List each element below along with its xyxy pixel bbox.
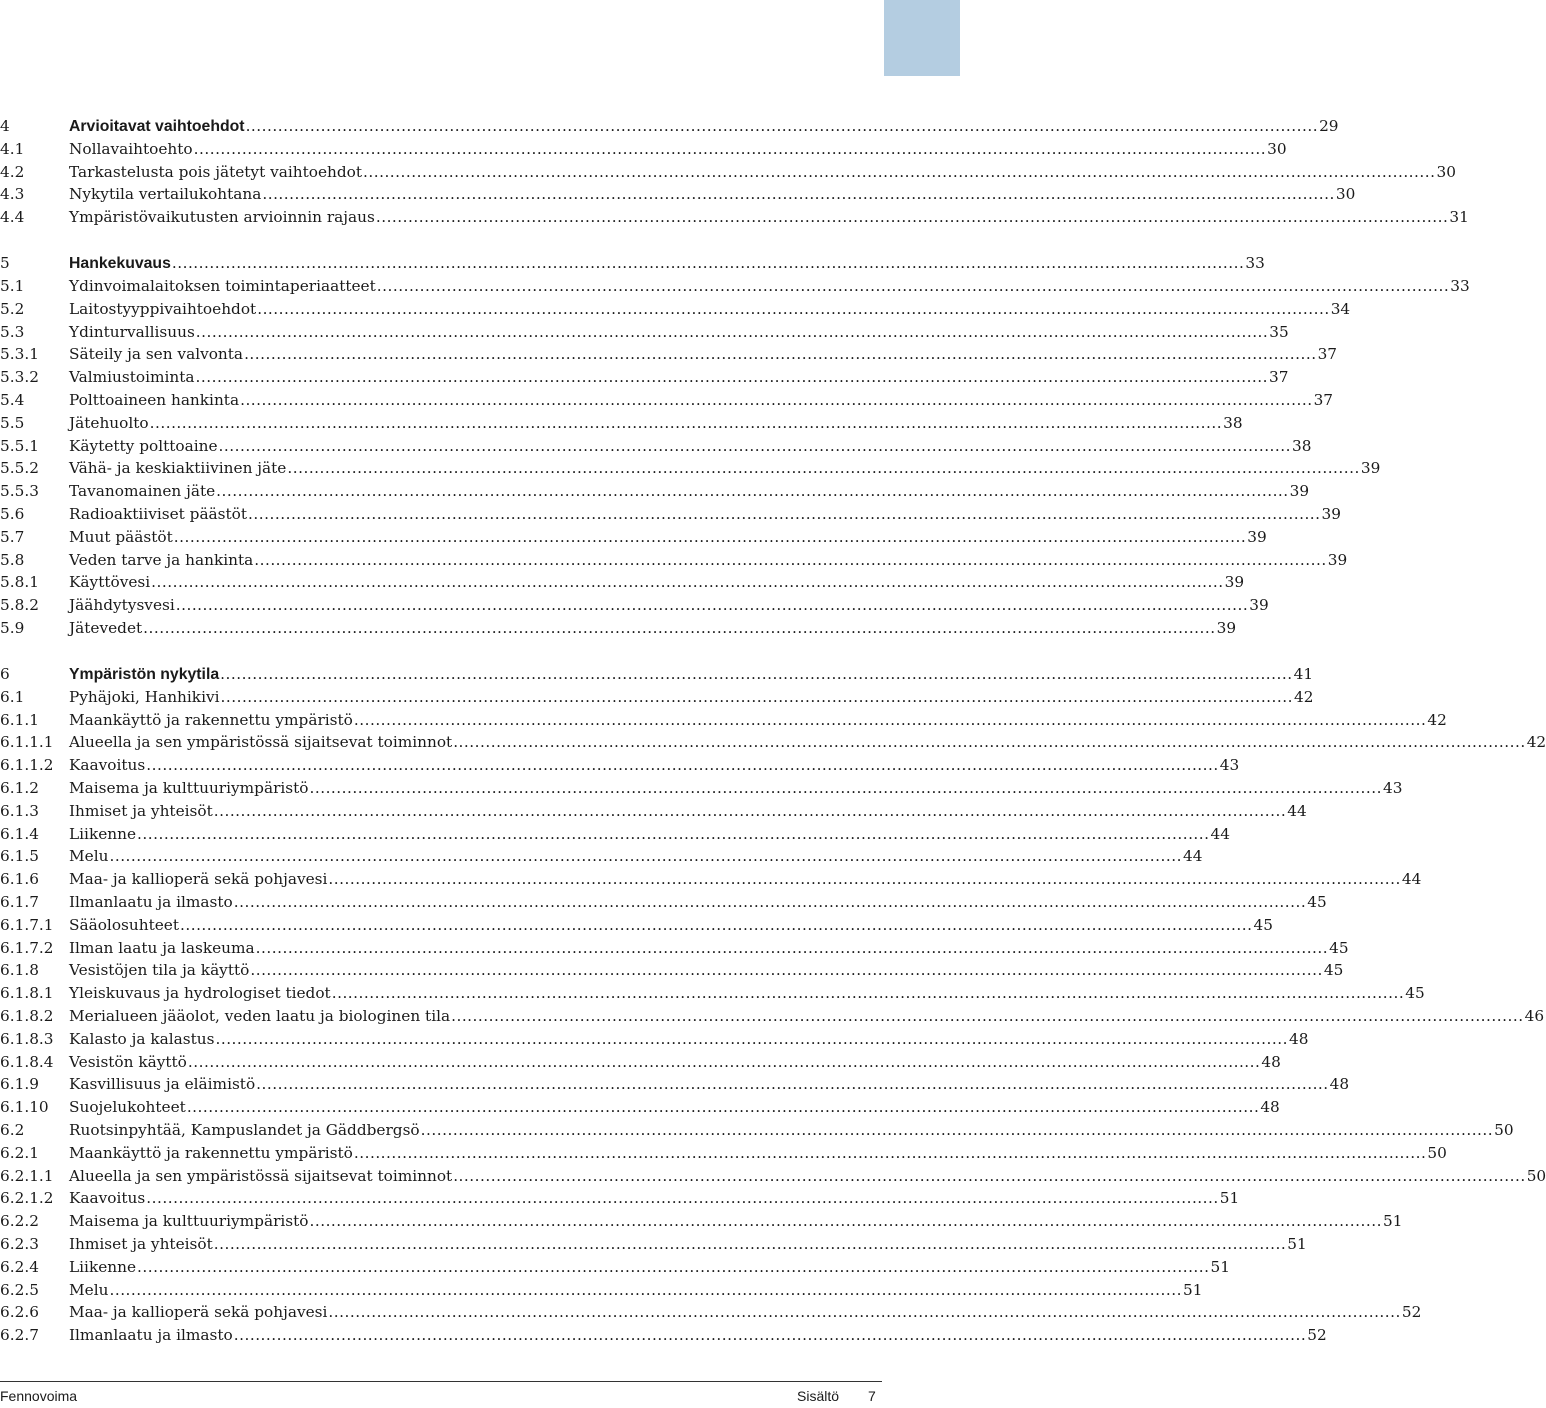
- toc-entry-page: 45: [1329, 938, 1349, 957]
- toc-entry-page: 29: [1319, 117, 1339, 135]
- toc-entry-title: Laitostyyppivaihtoehdot: [69, 299, 257, 318]
- toc-dot-leader: ........................................................................................................................................................................................................: [255, 938, 1329, 957]
- toc-entry-page: 38: [1223, 413, 1243, 432]
- toc-entry-page: 48: [1261, 1052, 1281, 1071]
- toc-entry-title: Ihmiset ja yhteisöt: [69, 801, 213, 820]
- toc-entry[interactable]: [0, 709, 1447, 732]
- toc-entry-number: 5: [0, 254, 10, 273]
- toc-entry-title: Polttoaineen hankinta: [69, 391, 240, 409]
- toc-dot-leader: ........................................................................................................................................................................................................: [453, 733, 1526, 752]
- toc-dot-leader: ........................................................................................................................................................................................................: [146, 1189, 1219, 1208]
- toc-entry-title: Muut päästöt: [69, 527, 173, 546]
- toc-entry-title: Ihmiset ja yhteisöt: [69, 1235, 213, 1253]
- toc-entry[interactable]: [0, 754, 1240, 777]
- toc-entry[interactable]: [0, 503, 1342, 526]
- toc-dot-leader: ........................................................................................................................................................................................................: [137, 824, 1210, 843]
- toc-entry-page: 51: [1382, 1212, 1403, 1231]
- toc-dot-leader: ........................................................................................................................................................................................................: [216, 482, 1289, 501]
- toc-entry-title: Liikenne: [69, 824, 137, 843]
- toc-entry-title: Kaavoitus: [69, 756, 146, 775]
- toc-entry-title: Veden tarve ja hankinta: [69, 550, 254, 569]
- toc-entry-title: Jäähdytysvesi: [69, 596, 175, 615]
- toc-entry[interactable]: [0, 480, 1310, 503]
- toc-dot-leader: ........................................................................................................................................................................................................: [187, 1052, 1261, 1071]
- toc-entry[interactable]: [0, 1051, 1281, 1074]
- toc-entry-number: 6.1.6: [0, 870, 39, 889]
- toc-entry-number: 6.2.6: [0, 1303, 39, 1322]
- toc-entry[interactable]: [0, 1233, 1307, 1256]
- toc-dot-leader: ........................................................................................................................................................................................................: [137, 1257, 1210, 1276]
- toc-entry-page: 44: [1287, 801, 1307, 820]
- toc-dot-leader: ........................................................................................................................................................................................................: [363, 162, 1436, 181]
- toc-dot-leader: ........................................................................................................................................................................................................: [245, 117, 1319, 135]
- toc-entry-number: 4.2: [0, 162, 25, 181]
- toc-entry-page: 45: [1307, 893, 1327, 911]
- toc-entry-title: Käytetty polttoaine: [69, 436, 218, 455]
- toc-dot-leader: ........................................................................................................................................................................................................: [331, 984, 1405, 1003]
- toc-entry-title: Vesistön käyttö: [69, 1052, 187, 1071]
- toc-entry[interactable]: [0, 914, 1273, 937]
- toc-entry-title: Alueella ja sen ympäristössä sijaitsevat toiminnot: [69, 733, 453, 752]
- toc-dot-leader: ........................................................................................................................................................................................................: [149, 413, 1223, 432]
- toc-entry-page: 51: [1210, 1257, 1230, 1276]
- toc-entry[interactable]: [0, 686, 1314, 709]
- toc-entry-title: Maisema ja kulttuuriympäristö: [69, 779, 309, 797]
- toc-entry-page: 37: [1317, 345, 1338, 364]
- toc-entry[interactable]: [0, 321, 1289, 344]
- toc-dot-leader: ........................................................................................................................................................................................................: [179, 915, 1253, 934]
- toc-dot-leader: ........................................................................................................................................................................................................: [309, 1212, 1382, 1231]
- toc-entry-number: 5.8.2: [0, 596, 39, 615]
- toc-dot-leader: ........................................................................................................................................................................................................: [453, 1166, 1526, 1185]
- toc-entry-title: Merialueen jääolot, veden laatu ja biologinen tila: [69, 1007, 451, 1025]
- toc-entry-page: 50: [1427, 1143, 1447, 1162]
- toc-entry-page: 34: [1330, 299, 1351, 318]
- toc-entry-number: 5.4: [0, 391, 25, 409]
- toc-entry[interactable]: [0, 161, 1456, 184]
- toc-entry-title: Tavanomainen jäte: [69, 482, 216, 501]
- toc-dot-leader: ........................................................................................................................................................................................................: [244, 345, 1317, 364]
- toc-entry[interactable]: [0, 617, 1237, 640]
- toc-entry-number: 6.1.9: [0, 1075, 39, 1094]
- toc-entry[interactable]: [0, 275, 1470, 298]
- toc-entry[interactable]: [0, 138, 1287, 161]
- toc-entry-number: 5.2: [0, 299, 25, 318]
- toc-entry-number: 6.1.3: [0, 801, 39, 820]
- toc-entry-title: Ilmanlaatu ja ilmasto: [69, 1326, 233, 1345]
- toc-dot-leader: ........................................................................................................................................................................................................: [256, 1075, 1329, 1094]
- toc-entry-page: 50: [1494, 1121, 1514, 1139]
- toc-entry-title: Hankekuvaus: [69, 255, 171, 273]
- toc-entry-number: 5.6: [0, 505, 25, 523]
- toc-entry[interactable]: [0, 252, 1265, 275]
- toc-entry-title: Kaavoitus: [69, 1189, 146, 1208]
- toc-entry-title: Maankäyttö ja rakennettu ympäristö: [69, 1143, 353, 1162]
- toc-entry-page: 35: [1269, 322, 1289, 341]
- toc-entry-number: 6.2: [0, 1121, 25, 1139]
- toc-entry-page: 43: [1219, 756, 1240, 775]
- toc-entry-number: 5.5.1: [0, 436, 39, 455]
- toc-dot-leader: ........................................................................................................................................................................................................: [215, 1029, 1288, 1048]
- toc-entry-number: 6.1.1: [0, 710, 39, 729]
- toc-entry-number: 6.2.5: [0, 1280, 39, 1299]
- toc-dot-leader: ........................................................................................................................................................................................................: [375, 208, 1449, 227]
- toc-entry-page: 42: [1427, 710, 1447, 729]
- toc-dot-leader: ........................................................................................................................................................................................................: [328, 870, 1401, 889]
- toc-entry[interactable]: [0, 183, 1356, 206]
- toc-dot-leader: ........................................................................................................................................................................................................: [186, 1098, 1260, 1117]
- toc-entry-title: Ydinvoimalaitoksen toimintaperiaatteet: [69, 277, 376, 295]
- toc-entry-title: Alueella ja sen ympäristössä sijaitsevat toiminnot: [69, 1166, 453, 1185]
- toc-entry-title: Nollavaihtoehto: [69, 139, 193, 158]
- toc-entry-title: Säteily ja sen valvonta: [69, 345, 244, 364]
- toc-dot-leader: ........................................................................................................................................................................................................: [254, 550, 1327, 569]
- toc-entry-page: 52: [1401, 1303, 1422, 1322]
- toc-entry-title: Melu: [69, 1280, 109, 1299]
- toc-entry-title: Sääolosuhteet: [69, 915, 179, 934]
- toc-entry-number: 5.1: [0, 277, 25, 295]
- toc-entry[interactable]: [0, 1187, 1240, 1210]
- toc-entry-page: 39: [1327, 550, 1348, 569]
- toc-entry-title: Kasvillisuus ja eläimistö: [69, 1075, 256, 1094]
- toc-entry-page: 39: [1321, 505, 1342, 523]
- toc-entry-title: Jätevedet: [69, 619, 143, 637]
- toc-dot-leader: ........................................................................................................................................................................................................: [146, 756, 1219, 775]
- toc-entry-title: Maa- ja kallioperä sekä pohjavesi: [69, 870, 328, 889]
- toc-entry-number: 6.1.4: [0, 824, 39, 843]
- toc-entry[interactable]: [0, 823, 1230, 846]
- corner-tab: [884, 0, 960, 76]
- toc-dot-leader: ........................................................................................................................................................................................................: [151, 573, 1224, 592]
- toc-entry-number: 6: [0, 665, 10, 683]
- toc-entry-page: 37: [1313, 391, 1334, 409]
- toc-entry[interactable]: [0, 1028, 1309, 1051]
- toc-entry-number: 6.1.8.3: [0, 1029, 54, 1048]
- toc-entry-number: 6.1.1.2: [0, 756, 54, 775]
- toc-dot-leader: ........................................................................................................................................................................................................: [213, 801, 1287, 820]
- toc-entry-title: Suojelukohteet: [69, 1098, 186, 1117]
- toc-entry[interactable]: [0, 366, 1289, 389]
- toc-entry[interactable]: [0, 526, 1267, 549]
- toc-entry-title: Arvioitavat vaihtoehdot: [69, 118, 245, 135]
- toc-entry-page: 45: [1323, 961, 1344, 980]
- toc-entry-page: 52: [1307, 1326, 1327, 1345]
- toc-dot-leader: ........................................................................................................................................................................................................: [175, 596, 1249, 615]
- toc-entry-number: 4: [0, 117, 10, 135]
- toc-entry-title: Valmiustoiminta: [69, 368, 195, 387]
- toc-entry-page: 46: [1524, 1007, 1545, 1025]
- toc-entry[interactable]: [0, 298, 1351, 321]
- toc-entry[interactable]: [0, 1096, 1280, 1119]
- toc-dot-leader: ........................................................................................................................................................................................................: [451, 1007, 1524, 1025]
- toc-entry[interactable]: [0, 868, 1422, 891]
- toc-entry-title: Maisema ja kulttuuriympäristö: [69, 1212, 309, 1231]
- toc-entry-page: 45: [1253, 915, 1273, 934]
- toc-entry-number: 6.2.4: [0, 1257, 39, 1276]
- toc-entry-page: 51: [1287, 1235, 1307, 1253]
- toc-entry[interactable]: [0, 891, 1327, 914]
- toc-entry-title: Liikenne: [69, 1257, 137, 1276]
- toc-dot-leader: ........................................................................................................................................................................................................: [193, 139, 1267, 158]
- toc-dot-leader: ........................................................................................................................................................................................................: [233, 1326, 1307, 1345]
- toc-entry-page: 37: [1269, 368, 1289, 387]
- toc-entry[interactable]: [0, 389, 1334, 412]
- toc-entry[interactable]: [0, 1005, 1545, 1028]
- toc-dot-leader: ........................................................................................................................................................................................................: [248, 505, 1321, 523]
- toc-entry-number: 5.8: [0, 550, 25, 569]
- toc-entry-page: 31: [1449, 208, 1469, 227]
- toc-entry-number: 6.1.8: [0, 961, 39, 980]
- toc-entry-title: Vähä- ja keskiaktiivinen jäte: [69, 459, 287, 478]
- toc-entry[interactable]: [0, 1119, 1514, 1142]
- footer-section: Sisältö: [797, 1388, 840, 1404]
- toc-entry-title: Radioaktiiviset päästöt: [69, 505, 248, 523]
- toc-entry-number: 5.3.1: [0, 345, 39, 364]
- toc-entry-title: Yleiskuvaus ja hydrologiset tiedot: [69, 984, 331, 1003]
- toc-entry-number: 5.5.3: [0, 482, 39, 501]
- toc-dot-leader: ........................................................................................................................................................................................................: [220, 687, 1293, 706]
- footer-page-number: 7: [868, 1388, 876, 1404]
- toc-entry-page: 39: [1247, 527, 1267, 546]
- toc-dot-leader: ........................................................................................................................................................................................................: [173, 527, 1247, 546]
- toc-entry-page: 30: [1267, 139, 1287, 158]
- toc-entry-number: 6.1.8.4: [0, 1052, 54, 1071]
- toc-entry-page: 39: [1360, 459, 1381, 478]
- toc-entry[interactable]: [0, 1165, 1546, 1188]
- toc-entry[interactable]: [0, 1279, 1203, 1302]
- toc-entry-title: Ympäristön nykytila: [69, 666, 220, 683]
- toc-entry-title: Ilmanlaatu ja ilmasto: [69, 893, 233, 911]
- toc-entry-title: Pyhäjoki, Hanhikivi: [69, 687, 220, 706]
- toc-entry-page: 51: [1219, 1189, 1240, 1208]
- toc-entry-title: Ilman laatu ja laskeuma: [69, 938, 255, 957]
- toc-entry-page: 39: [1249, 596, 1269, 615]
- toc-entry-title: Nykytila vertailukohtana: [69, 185, 262, 204]
- toc-entry-number: 6.1.7.1: [0, 915, 54, 934]
- toc-dot-leader: ........................................................................................................................................................................................................: [213, 1235, 1287, 1253]
- toc-entry-title: Ympäristövaikutusten arvioinnin rajaus: [69, 208, 375, 227]
- toc-entry-number: 6.2.1: [0, 1143, 39, 1162]
- toc-entry[interactable]: [0, 594, 1269, 617]
- toc-entry-number: 6.1.5: [0, 847, 39, 866]
- toc-entry[interactable]: [0, 1210, 1403, 1233]
- toc-entry-page: 39: [1289, 482, 1310, 501]
- toc-entry-page: 43: [1382, 779, 1403, 797]
- toc-dot-leader: ........................................................................................................................................................................................................: [233, 893, 1307, 911]
- toc-entry-title: Melu: [69, 847, 109, 866]
- toc-entry[interactable]: [0, 800, 1307, 823]
- toc-entry-page: 44: [1401, 870, 1422, 889]
- toc-entry[interactable]: [0, 549, 1348, 572]
- toc-entry-page: 48: [1329, 1075, 1350, 1094]
- toc-entry-number: 6.2.1.1: [0, 1166, 54, 1185]
- toc-dot-leader: ........................................................................................................................................................................................................: [309, 779, 1382, 797]
- toc-entry-title: Jätehuolto: [69, 413, 149, 432]
- toc-entry-page: 51: [1182, 1280, 1203, 1299]
- toc-entry-number: 5.7: [0, 527, 25, 546]
- toc-dot-leader: ........................................................................................................................................................................................................: [171, 254, 1245, 273]
- toc-entry-number: 6.1: [0, 687, 25, 706]
- toc-entry-title: Tarkastelusta pois jätetyt vaihtoehdot: [69, 162, 362, 181]
- footer-rule: [0, 1381, 882, 1382]
- toc-dot-leader: ........................................................................................................................................................................................................: [353, 710, 1427, 729]
- toc-entry-number: 6.1.7: [0, 893, 39, 911]
- toc-dot-leader: ........................................................................................................................................................................................................: [195, 368, 1269, 387]
- toc-entry[interactable]: [0, 1142, 1447, 1165]
- toc-entry[interactable]: [0, 412, 1243, 435]
- toc-entry-page: 33: [1245, 254, 1265, 273]
- toc-entry-page: 30: [1335, 185, 1356, 204]
- toc-entry-title: Ruotsinpyhtää, Kampuslandet ja Gäddbergsö: [69, 1121, 420, 1139]
- toc-dot-leader: ........................................................................................................................................................................................................: [220, 665, 1293, 683]
- toc-entry-number: 4.3: [0, 185, 25, 204]
- toc-entry-page: 44: [1182, 847, 1203, 866]
- toc-entry-title: Maa- ja kallioperä sekä pohjavesi: [69, 1303, 328, 1322]
- toc-entry-number: 5.5.2: [0, 459, 39, 478]
- toc-entry-number: 6.2.2: [0, 1212, 39, 1231]
- toc-entry-title: Ydinturvallisuus: [69, 322, 195, 341]
- toc-dot-leader: ........................................................................................................................................................................................................: [420, 1121, 1494, 1139]
- toc-entry-page: 42: [1526, 733, 1546, 752]
- toc-dot-leader: ........................................................................................................................................................................................................: [287, 459, 1360, 478]
- toc-entry-page: 39: [1224, 573, 1245, 592]
- toc-entry[interactable]: [0, 777, 1403, 800]
- toc-entry[interactable]: [0, 663, 1314, 686]
- toc-entry-number: 6.2.1.2: [0, 1189, 54, 1208]
- toc-entry[interactable]: [0, 731, 1546, 754]
- toc-entry-number: 5.3.2: [0, 368, 39, 387]
- toc-entry[interactable]: [0, 982, 1425, 1005]
- toc-entry-page: 44: [1210, 824, 1230, 843]
- toc-entry-page: 38: [1292, 436, 1312, 455]
- toc-entry[interactable]: [0, 959, 1344, 982]
- toc-entry-page: 30: [1436, 162, 1456, 181]
- toc-entry-page: 41: [1293, 665, 1314, 683]
- toc-dot-leader: ........................................................................................................................................................................................................: [240, 391, 1313, 409]
- toc-entry-number: 5.3: [0, 322, 25, 341]
- toc-entry-number: 5.9: [0, 619, 25, 637]
- toc-dot-leader: ........................................................................................................................................................................................................: [250, 961, 1323, 980]
- toc-entry-page: 48: [1288, 1029, 1309, 1048]
- toc-entry[interactable]: [0, 457, 1381, 480]
- toc-entry-number: 4.1: [0, 139, 25, 158]
- toc-entry-number: 5.8.1: [0, 573, 39, 592]
- toc-entry-title: Kalasto ja kalastus: [69, 1029, 215, 1048]
- toc-entry-number: 5.5: [0, 413, 25, 432]
- toc-entry-number: 6.2.3: [0, 1235, 39, 1253]
- toc-entry[interactable]: [0, 1256, 1230, 1279]
- toc-dot-leader: ........................................................................................................................................................................................................: [353, 1143, 1427, 1162]
- toc-entry-number: 6.1.10: [0, 1098, 49, 1117]
- toc-dot-leader: ........................................................................................................................................................................................................: [262, 185, 1335, 204]
- toc-entry-number: 6.1.8.2: [0, 1007, 54, 1025]
- toc-dot-leader: ........................................................................................................................................................................................................: [195, 322, 1269, 341]
- toc-dot-leader: ........................................................................................................................................................................................................: [143, 619, 1216, 637]
- toc-entry-page: 48: [1260, 1098, 1280, 1117]
- toc-entry-number: 6.1.8.1: [0, 984, 54, 1003]
- toc-entry[interactable]: [0, 206, 1469, 229]
- toc-entry-title: Käyttövesi: [69, 573, 151, 592]
- toc-entry-page: 50: [1526, 1166, 1546, 1185]
- toc-dot-leader: ........................................................................................................................................................................................................: [376, 277, 1450, 295]
- toc-entry[interactable]: [0, 1073, 1350, 1096]
- toc-dot-leader: ........................................................................................................................................................................................................: [257, 299, 1330, 318]
- toc-entry[interactable]: [0, 343, 1338, 366]
- toc-entry-number: 6.1.1.1: [0, 733, 54, 752]
- toc-entry-page: 39: [1216, 619, 1237, 637]
- toc-entry[interactable]: [0, 937, 1349, 960]
- toc-entry[interactable]: [0, 435, 1312, 458]
- toc-entry-title: Maankäyttö ja rakennettu ympäristö: [69, 710, 353, 729]
- toc-entry[interactable]: [0, 1324, 1327, 1347]
- toc-entry-title: Vesistöjen tila ja käyttö: [69, 961, 250, 980]
- toc-entry[interactable]: [0, 1301, 1422, 1324]
- toc-entry-number: 6.1.7.2: [0, 938, 54, 957]
- toc-entry-number: 6.1.2: [0, 779, 39, 797]
- toc-entry[interactable]: [0, 845, 1203, 868]
- toc-entry-page: 45: [1405, 984, 1425, 1003]
- toc-entry-page: 33: [1450, 277, 1470, 295]
- toc-entry-page: 42: [1294, 687, 1314, 706]
- toc-dot-leader: ........................................................................................................................................................................................................: [109, 847, 1182, 866]
- toc-dot-leader: ........................................................................................................................................................................................................: [328, 1303, 1401, 1322]
- toc-entry-number: 6.2.7: [0, 1326, 39, 1345]
- footer-company: Fennovoima: [0, 1388, 78, 1404]
- toc-dot-leader: ........................................................................................................................................................................................................: [218, 436, 1292, 455]
- toc-entry-number: 4.4: [0, 208, 25, 227]
- toc-dot-leader: ........................................................................................................................................................................................................: [109, 1280, 1182, 1299]
- toc-entry[interactable]: [0, 115, 1339, 138]
- toc-entry[interactable]: [0, 571, 1245, 594]
